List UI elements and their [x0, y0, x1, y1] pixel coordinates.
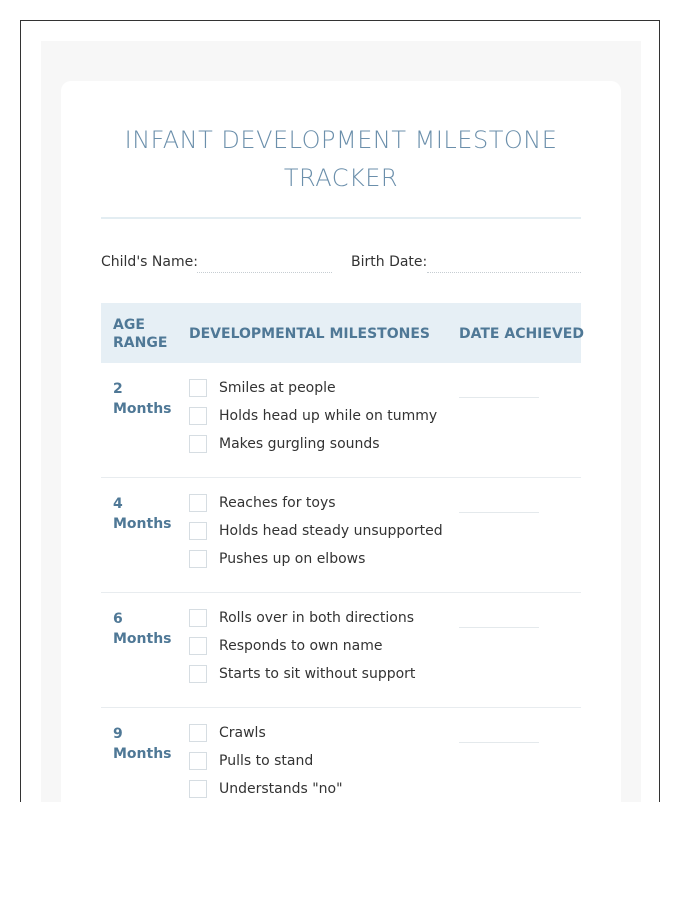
milestone-item [189, 494, 449, 514]
date-achieved-field[interactable] [459, 397, 539, 398]
age-range-cell: 2 Months [113, 381, 172, 417]
milestone-label: Rolls over in both directions [219, 610, 414, 626]
milestone-item [189, 724, 449, 744]
age-range-cell: 9 Months [113, 726, 172, 762]
milestone-checkbox[interactable] [189, 609, 207, 627]
milestone-label: Holds head up while on tummy [219, 408, 438, 424]
milestone-item [189, 609, 449, 629]
milestone-item [189, 379, 449, 399]
milestone-item [189, 435, 449, 455]
milestone-checkbox[interactable] [189, 522, 207, 540]
milestone-item [189, 522, 449, 542]
milestone-label: Reaches for toys [219, 495, 336, 511]
milestone-checkbox[interactable] [189, 407, 207, 425]
child-info-row [101, 252, 581, 276]
milestone-item [189, 665, 449, 685]
milestone-item [189, 550, 449, 570]
milestone-label: Responds to own name [219, 638, 383, 654]
birth-date-field[interactable] [427, 272, 581, 273]
milestone-checkbox[interactable] [189, 435, 207, 453]
table-row [101, 593, 581, 708]
header-milestones: DEVELOPMENTAL MILESTONES [189, 326, 430, 342]
table-row [101, 708, 581, 802]
milestone-label: Pushes up on elbows [219, 551, 366, 567]
title-divider [101, 217, 581, 219]
date-achieved-field[interactable] [459, 742, 539, 743]
milestone-checkbox[interactable] [189, 780, 207, 798]
milestone-table-header [101, 303, 584, 363]
age-range-cell: 6 Months [113, 611, 172, 647]
page-title: INFANT DEVELOPMENT MILESTONE TRACKER [124, 126, 558, 192]
milestone-checkbox[interactable] [189, 752, 207, 770]
date-achieved-field[interactable] [459, 627, 539, 628]
milestone-checkbox[interactable] [189, 494, 207, 512]
milestone-checkbox[interactable] [189, 665, 207, 683]
milestone-item [189, 780, 449, 800]
milestone-label: Crawls [219, 725, 266, 741]
milestone-item [189, 752, 449, 772]
page-background [41, 41, 641, 802]
header-age-range: AGE RANGE [113, 317, 168, 351]
milestone-checkbox[interactable] [189, 379, 207, 397]
milestone-label: Smiles at people [219, 380, 336, 396]
birth-date-label: Birth Date: [351, 254, 428, 270]
milestone-label: Starts to sit without support [219, 666, 416, 682]
age-range-cell: 4 Months [113, 496, 172, 532]
document-viewport [20, 20, 660, 802]
milestone-label: Holds head steady unsupported [219, 523, 443, 539]
milestone-label: Understands "no" [219, 781, 343, 797]
child-name-label: Child's Name: [101, 254, 198, 270]
child-name-field[interactable] [197, 272, 332, 273]
milestone-label: Makes gurgling sounds [219, 436, 380, 452]
milestone-item [189, 407, 449, 427]
milestone-item [189, 637, 449, 657]
milestone-checkbox[interactable] [189, 724, 207, 742]
header-date-achieved: DATE ACHIEVED [459, 326, 584, 342]
tracker-card [61, 81, 621, 802]
milestone-label: Pulls to stand [219, 753, 314, 769]
table-row [101, 363, 581, 478]
table-row [101, 478, 581, 593]
milestone-checkbox[interactable] [189, 637, 207, 655]
date-achieved-field[interactable] [459, 512, 539, 513]
milestone-checkbox[interactable] [189, 550, 207, 568]
